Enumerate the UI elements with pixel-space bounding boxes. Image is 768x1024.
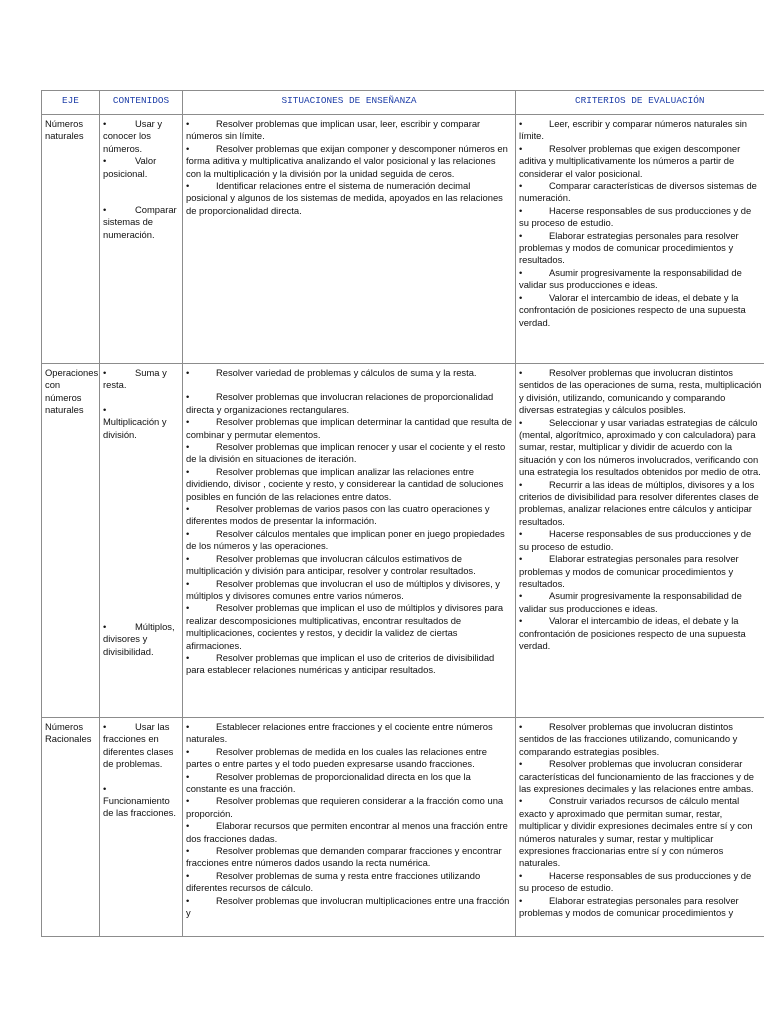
situation-item: • Resolver problemas que involucran el uso de múltiplos y divisores, y múltiplos y divisores comunes entre varios números.	[186, 577, 500, 601]
content-item: •Multiplicación y división.	[103, 403, 167, 440]
situation-item: • Resolver cálculos mentales que implican poner en juego propiedades de los números y las operaciones.	[186, 527, 505, 552]
situation-item: • Resolver problemas que demanden comparar fracciones y encontrar fracciones entre números dados usando la recta numérica.	[186, 845, 502, 869]
situation-item: • Resolver problemas que involucran relaciones de proporcionalidad directa y organizaciones rectangulares.	[186, 391, 494, 415]
criterion-item: • Resolver problemas que involucran distintos sentidos de las operaciones de suma, resta, multiplicación y división, utilizando, comunicando y comparando diversas estrategias y cálculos posibles.	[519, 367, 762, 416]
situation-item: • Resolver problemas de suma y resta entre fracciones utilizando diferentes recursos de cálculo.	[186, 869, 481, 894]
situation-item: • Resolver problemas que implican usar, leer, escribir y comparar números sin límite.	[186, 118, 481, 142]
criterion-item: • Comparar características de diversos sistemas de numeración.	[519, 180, 757, 204]
contenidos-cell	[100, 718, 183, 937]
situation-item: • Resolver problemas que exijan componer y descomponer números en forma aditiva y multiplicativa analizando el valor posicional y las relaciones con la multiplicación y la división por la unidad seguida de ceros.	[186, 142, 508, 179]
criterios-cell	[516, 364, 764, 718]
situaciones-cell	[183, 115, 516, 364]
criterion-item: • Valorar el intercambio de ideas, el debate y la confrontación de posiciones respecto de una supuesta verdad.	[519, 615, 746, 651]
situation-item: • Establecer relaciones entre fracciones y el cociente entre números naturales.	[186, 721, 493, 745]
situation-item: • Elaborar recursos que permiten encontrar al menos una fracción entre dos fracciones dadas.	[186, 820, 508, 844]
criterion-item: • Asumir progresivamente la responsabilidad de validar sus producciones e ideas.	[519, 266, 742, 291]
header-criterios: CRITERIOS DE EVALUACIÓN	[516, 91, 764, 115]
content-item: • Suma y resta.	[103, 367, 167, 391]
situation-item: • Resolver problemas de proporcionalidad directa en los que la constante es una fracción.	[186, 770, 471, 795]
situation-item: • Resolver problemas que implican analizar las relaciones entre dividiendo, divisor , cociente y resto, y considerear la cantidad de soluciones posibles en función de las relaciones entre datos.	[186, 465, 504, 502]
criterion-item: • Elaborar estrategias personales para resolver problemas y modos de comunicar procedimientos y resultados.	[519, 553, 739, 589]
situation-item: • Resolver problemas que implican el uso de criterios de divisibilidad para establecer relaciones numéricas y anticipar resultados.	[186, 651, 495, 676]
content-item: • Valor posicional.	[103, 155, 157, 179]
header-eje: EJE	[42, 91, 100, 115]
situation-item: • Resolver problemas que implican renocer y usar el cociente y el resto de la división en situaciones de iteración.	[186, 441, 506, 465]
situation-item: • Resolver variedad de problemas y cálculos de suma y la resta.	[186, 367, 477, 378]
situation-item: • Resolver problemas que requieren considerar a la fracción como una proporción.	[186, 795, 504, 819]
criterios-cell	[516, 115, 764, 364]
criterion-item: • Elaborar estrategias personales para resolver problemas y modos de comunicar procedimientos y resultados.	[519, 229, 739, 266]
criterion-item: • Hacerse responsables de sus producciones y de su proceso de estudio.	[519, 869, 752, 894]
content-item: • Comparar sistemas de numeración.	[103, 204, 177, 240]
criterion-item: • Resolver problemas que exigen descomponer aditiva y multiplicativamente los números a partir de considerar el valor posicional.	[519, 142, 741, 179]
criterion-item: • Resolver problemas que involucran considerar características del funcionamiento de las fracciones y de las expresiones decimales y las relaciones entre ambas.	[519, 758, 755, 795]
situation-item: • Resolver problemas que involucran multiplicaciones entre una fracción y	[186, 894, 510, 919]
eje-cell: Números Racionales	[42, 718, 100, 937]
situation-item: • Resolver problemas que implican determinar la cantidad que resulta de combinar y permutar elementos.	[186, 416, 512, 440]
contenidos-cell	[100, 115, 183, 364]
curriculum-table	[41, 90, 764, 937]
content-item: • Múltiplos, divisores y divisibilidad.	[103, 621, 175, 657]
content-item: • Usar las fracciones en diferentes clases de problemas.	[103, 721, 174, 770]
content-item: • Usar y conocer los números.	[103, 118, 163, 154]
criterion-item: • Asumir progresivamente la responsabilidad de validar sus producciones e ideas.	[519, 590, 742, 614]
table-row	[42, 364, 764, 718]
criterion-item: • Resolver problemas que involucran distintos sentidos de las fracciones utilizando, comunicando y comparando estrategias posibles.	[519, 721, 738, 757]
header-row	[42, 91, 764, 115]
criterion-item: • Construir variados recursos de cálculo mental exacto y aproximado que permitan sumar, restar, multiplicar y dividir expresiones decimales entre sí y con números naturales y sumar, restar y multiplicar expresiones fraccionarias entre sí y con números naturales.	[519, 795, 753, 869]
curriculum-document	[41, 90, 764, 937]
criterion-item: • Recurrir a las ideas de múltiplos, divisores y a los criterios de divisibilidad para resolver diferentes clases de problemas, analizar relaciones entre cálculos y anticipar resultados.	[519, 478, 759, 527]
criterion-item: • Elaborar estrategias personales para resolver problemas y modos de comunicar procedimientos y	[519, 894, 739, 919]
situation-item: • Resolver problemas de medida en los cuales las relaciones entre partes o entre partes y el todo pueden expresarse usando fracciones.	[186, 745, 487, 770]
table-row	[42, 115, 764, 364]
header-situaciones: SITUACIONES DE ENSEÑANZA	[183, 91, 516, 115]
header-contenidos: CONTENIDOS	[100, 91, 183, 115]
eje-cell: Números naturales	[42, 115, 100, 364]
criterion-item: • Seleccionar y usar variadas estrategias de cálculo (mental, algorítmico, aproximado y con calculadora) para sumar, restar, multiplicar y dividir de acuerdo con la situación y con los números involucrados, verificando con una estrategia los resultados obtenidos por medio de otra.	[519, 416, 761, 478]
situation-item: • Resolver problemas que involucran cálculos estimativos de multiplicación y división para anticipar, resolver y controlar resultados.	[186, 552, 476, 577]
content-item: •Funcionamiento de las fracciones.	[103, 782, 176, 819]
situaciones-cell	[183, 718, 516, 937]
situation-item: • Resolver problemas de varios pasos con las cuatro operaciones y diferentes modos de presentar la información.	[186, 503, 490, 527]
criterion-item: • Hacerse responsables de sus producciones y de su proceso de estudio.	[519, 528, 752, 552]
situaciones-cell	[183, 364, 516, 718]
situation-item: • Resolver problemas que implican el uso de múltiplos y divisores para realizar descomposiciones multiplicativas, encontrar resultados de multiplicaciones, cocientes y restos, y decidir la validez de ciertas afirmaciones.	[186, 602, 504, 651]
criterios-cell	[516, 718, 764, 937]
criterion-item: • Valorar el intercambio de ideas, el debate y la confrontación de posiciones respecto de una supuesta verdad.	[519, 291, 746, 328]
criterion-item: • Hacerse responsables de sus producciones y de su proceso de estudio.	[519, 204, 752, 229]
eje-cell: Operaciones con números naturales	[42, 364, 100, 718]
table-row	[42, 718, 764, 937]
contenidos-cell	[100, 364, 183, 718]
criterion-item: • Leer, escribir y comparar números naturales sin límite.	[519, 118, 748, 142]
situation-item: • Identificar relaciones entre el sistema de numeración decimal posicional y algunos de los sistemas de medida, apoyados en las relaciones de proporcionalidad directa.	[186, 180, 503, 216]
